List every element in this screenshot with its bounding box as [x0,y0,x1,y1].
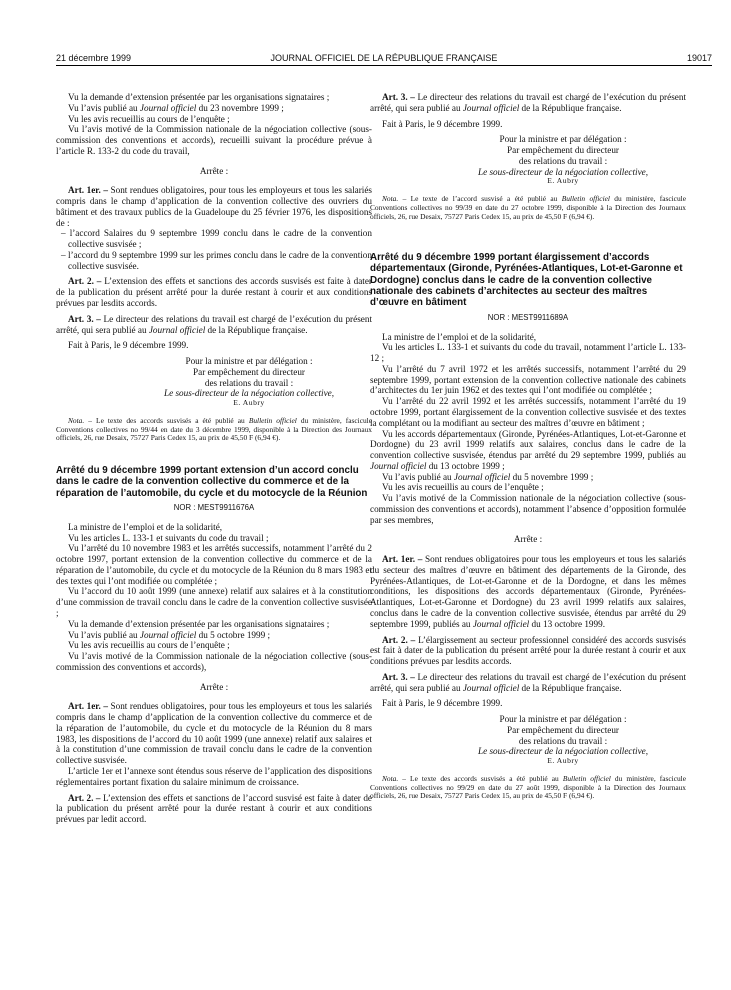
header-date: 21 décembre 1999 [56,53,132,63]
paragraph: Vu l’arrêté du 10 novembre 1983 et les arrêtés successifs, notamment l’arrêté du 2 octobre 1997, portant extension de la convention collective du commerce et de la réparation de l’automobile, du cycle et du motocycle de la Réunion du 8 mars 1983 et des textes qui l’ont modifiée ou complétée ; [56,543,372,586]
paragraph: Vu la demande d’extension présentée par les organisations signataires ; [68,618,330,629]
paragraph: Vu les avis recueillis au cours de l’enquête ; [382,482,544,493]
paragraph: Vu l’avis motivé de la Commission nationale de la négociation collective (sous-commission des conventions et accords), notamment l’absence d’opposition formulée par ses membres, [370,493,686,525]
paragraph: Vu l’avis motivé de la Commission nationale de la négociation collective (sous-commission des conventions et accords), [56,651,372,672]
signature-line: Pour la ministre et par délégation : [499,134,627,145]
place-date: Fait à Paris, le 9 décembre 1999. [68,340,189,351]
header-page-number: 19017 [686,53,712,63]
paragraph: Vu les articles L. 133-1 et suivants du code du travail ; [68,532,269,543]
signature-line: Le sous-directeur de la négociation collective, [477,166,649,177]
signature-name: E. Aubry [233,398,265,408]
right-column [370,92,686,972]
paragraph: Vu l’accord du 10 août 1999 (une annexe) relatif aux salaires et à la constitution d’une commission de travail conclu dans le cadre de la convention collective susvisée ; [56,586,372,619]
header-title: JOURNAL OFFICIEL DE LA RÉPUBLIQUE FRANÇAISE [270,53,498,63]
nota: Nota. – Le texte de l’accord susvisé a été publié au Bulletin officiel du ministère, fascicule Conventions collectives no 99/39 en date du 27 octobre 1999, disponible à la Direction des Journaux officiels, 26, rue Desaix, 75727 Paris Cedex 15, au prix de 45,50 F (6,94 €). [370,194,686,221]
nota: Nota. – Le texte des accords susvisés a été publié au Bulletin officiel du ministère, fascicule Conventions collectives no 99/44 en date du 3 décembre 1999, disponible à la Direction des Journaux officiels, 26, rue Desaix, 75727 Paris Cedex 15, au prix de 45,50 F (6,94 €). [56,416,372,443]
signature-line: Par empêchement du directeur [507,145,619,156]
signature-line: des relations du travail : [518,735,608,746]
decree-title: Arrêté du 9 décembre 1999 portant extension d’un accord conclu dans le cadre de la convention collective du commerce et de la réparation de l’automobile, du cycle et du motocycle de la Réunion [56,464,368,499]
signature-line: Pour la ministre et par délégation : [185,356,313,367]
signature-line: des relations du travail : [204,377,294,388]
signature-line: Le sous-directeur de la négociation collective, [163,388,335,399]
article: Art. 2. – L’extension des effets et sanctions de l’accord susvisé est faite à dater de la publication du présent arrêté pour la durée restant à courir et aux conditions prévues par ledit accord. [56,792,372,825]
arrete-heading: Arrête : [199,681,229,692]
signature-line: des relations du travail : [518,155,608,166]
paragraph: Vu l’avis publié au Journal officiel du 5 novembre 1999 ; [382,471,594,482]
decree-title: Arrêté du 9 décembre 1999 portant élargissement d’accords départementaux (Gironde, Pyrénées-Atlantiques, Lot-et-Garonne et Dordogne) conclus dans le cadre de la convention collective nationale des cabinets d’architectes au secteur des maîtres d’œuvre en bâtiment [370,252,683,309]
paragraph: Vu les avis recueillis au cours de l’enquête ; [68,113,230,124]
signature-line: Par empêchement du directeur [193,366,305,377]
paragraph: Vu l’arrêté du 7 avril 1972 et les arrêtés successifs, notamment l’arrêté du 29 septembre 1999, portant extension de la convention collective nationale des cabinets d’architectes du 1er juin 1962 et des textes qui l’ont modifiée ou complétée ; [370,363,686,396]
page-header [56,52,712,66]
arrete-heading: Arrête : [199,165,229,176]
paragraph: Vu l’avis motivé de la Commission nationale de la négociation collective (sous-commission des conventions et accords), recueilli suivant la procédure prévue à l’article R. 133-2 du code du travail, [56,124,372,156]
paragraph: Vu l’arrêté du 22 avril 1992 et les arrêtés successifs, notamment l’arrêté du 19 octobre 1999, portant élargissement de la convention collective susvisée et des textes la complétant ou la modifiant au secteur des maîtres d’œuvre en bâtiment ; [370,396,686,428]
paragraph: Vu les articles L. 133-1 et suivants du code du travail, notamment l’article L. 133-12 ; [370,342,686,364]
left-column [56,92,372,972]
paragraph: Vu les accords départementaux (Gironde, Pyrénées-Atlantiques, Lot-et-Garonne et Dordogne) du 23 avril 1999 relatifs aux salaires, conclus dans le cadre de la convention collective susvisée, étendus par arrêté du 29 septembre 1999, publiés au Journal officiel du 13 octobre 1999 ; [370,428,686,471]
signature-line: Le sous-directeur de la négociation collective, [477,746,649,757]
signature-name: E. Aubry [547,756,579,766]
place-date: Fait à Paris, le 9 décembre 1999. [382,698,503,709]
article: Art. 2. – L’extension des effets et sanctions des accords susvisés est faite à dater de la publication du présent arrêté pour la durée restant à courir et aux conditions prévues par lesdits accords. [56,276,372,309]
article: Art. 1er. – Sont rendues obligatoires pour tous les employeurs et tous les salariés du secteur des maîtres d’œuvre en bâtiment des départements de la Gironde, des Pyrénées-Atlantiques, de Lot-et-Garonne et de la Dordogne, et dans les mêmes conditions, les dispositions des accords départementaux (Gironde, Pyrénées-Atlantiques, Lot-et-Garonne et Dordogne) du 23 avril 1999 relatifs aux salaires, conclus dans le cadre de la convention collective susvisée, étendus par arrêté du 29 septembre 1999, publiés au Journal officiel du 13 octobre 1999. [370,554,686,629]
paragraph: Vu l’avis publié au Journal officiel du 23 novembre 1999 ; [68,102,284,113]
paragraph: La ministre de l’emploi et de la solidarité, [382,331,537,342]
list-item: – l’accord Salaires du 9 septembre 1999 conclu dans le cadre de la convention collective susvisée ; [61,228,372,250]
article: Art. 3. – Le directeur des relations du travail est chargé de l’exécution du présent arrêté, qui sera publié au Journal officiel de la République française. [370,671,686,693]
arrete-heading: Arrête : [513,534,543,545]
article: Art. 1er. – Sont rendues obligatoires, pour tous les employeurs et tous les salariés compris dans le champ d’application de la convention collective du commerce et de la réparation de l’automobile, du cycle et du motocycle de la Réunion du 8 mars 1983, les dispositions de l’accord du 10 août 1999 (une annexe) relatif aux salaires et à la constitution d’une commission de travail conclu dans le cadre de la convention collective susvisée. [56,701,372,766]
article: Art. 2. – L’élargissement au secteur professionnel considéré des accords susvisés est fait à dater de la publication du présent arrêté pour la durée restant à courir et aux conditions prévues par lesdits accords. [370,634,686,667]
paragraph: Vu les avis recueillis au cours de l’enquête ; [68,640,230,651]
paragraph: La ministre de l’emploi et de la solidarité, [68,521,223,532]
paragraph: L’article 1er et l’annexe sont étendus sous réserve de l’application des dispositions réglementaires portant fixation du salaire minimum de croissance. [56,765,372,787]
signature-line: Par empêchement du directeur [507,724,619,735]
paragraph: Vu l’avis publié au Journal officiel du 5 octobre 1999 ; [68,629,271,640]
nota: Nota. – Le texte des accords susvisés a été publié au Bulletin officiel du ministère, fascicule Conventions collectives no 99/29 en date du 27 août 1999, disponible à la Direction des Journaux officiels, 26, rue Desaix, 75727 Paris Cedex 15, au prix de 45,50 F (6,94 €). [370,774,686,801]
article: Art. 3. – Le directeur des relations du travail est chargé de l’exécution du présent arrêté, qui sera publié au Journal officiel de la République française. [370,92,686,113]
nor-reference: NOR : MEST9911689A [487,312,569,322]
signature-name: E. Aubry [547,176,579,186]
nor-reference: NOR : MEST9911676A [173,502,255,512]
paragraph: Vu la demande d’extension présentée par les organisations signataires ; [68,92,330,102]
article: Art. 3. – Le directeur des relations du travail est chargé de l’exécution du présent arrêté, qui sera publié au Journal officiel de la République française. [56,313,372,335]
place-date: Fait à Paris, le 9 décembre 1999. [382,118,503,129]
list-item: – l’accord du 9 septembre 1999 sur les primes conclu dans le cadre de la convention collective susvisée. [61,249,372,271]
article: Art. 1er. – Sont rendues obligatoires, pour tous les employeurs et tous les salariés compris dans le champ d’application de la convention collective des ouvriers du bâtiment et des travaux publics de la Guadeloupe du 25 février 1976, les dispositions de : [56,185,372,228]
signature-line: Pour la ministre et par délégation : [499,714,627,725]
